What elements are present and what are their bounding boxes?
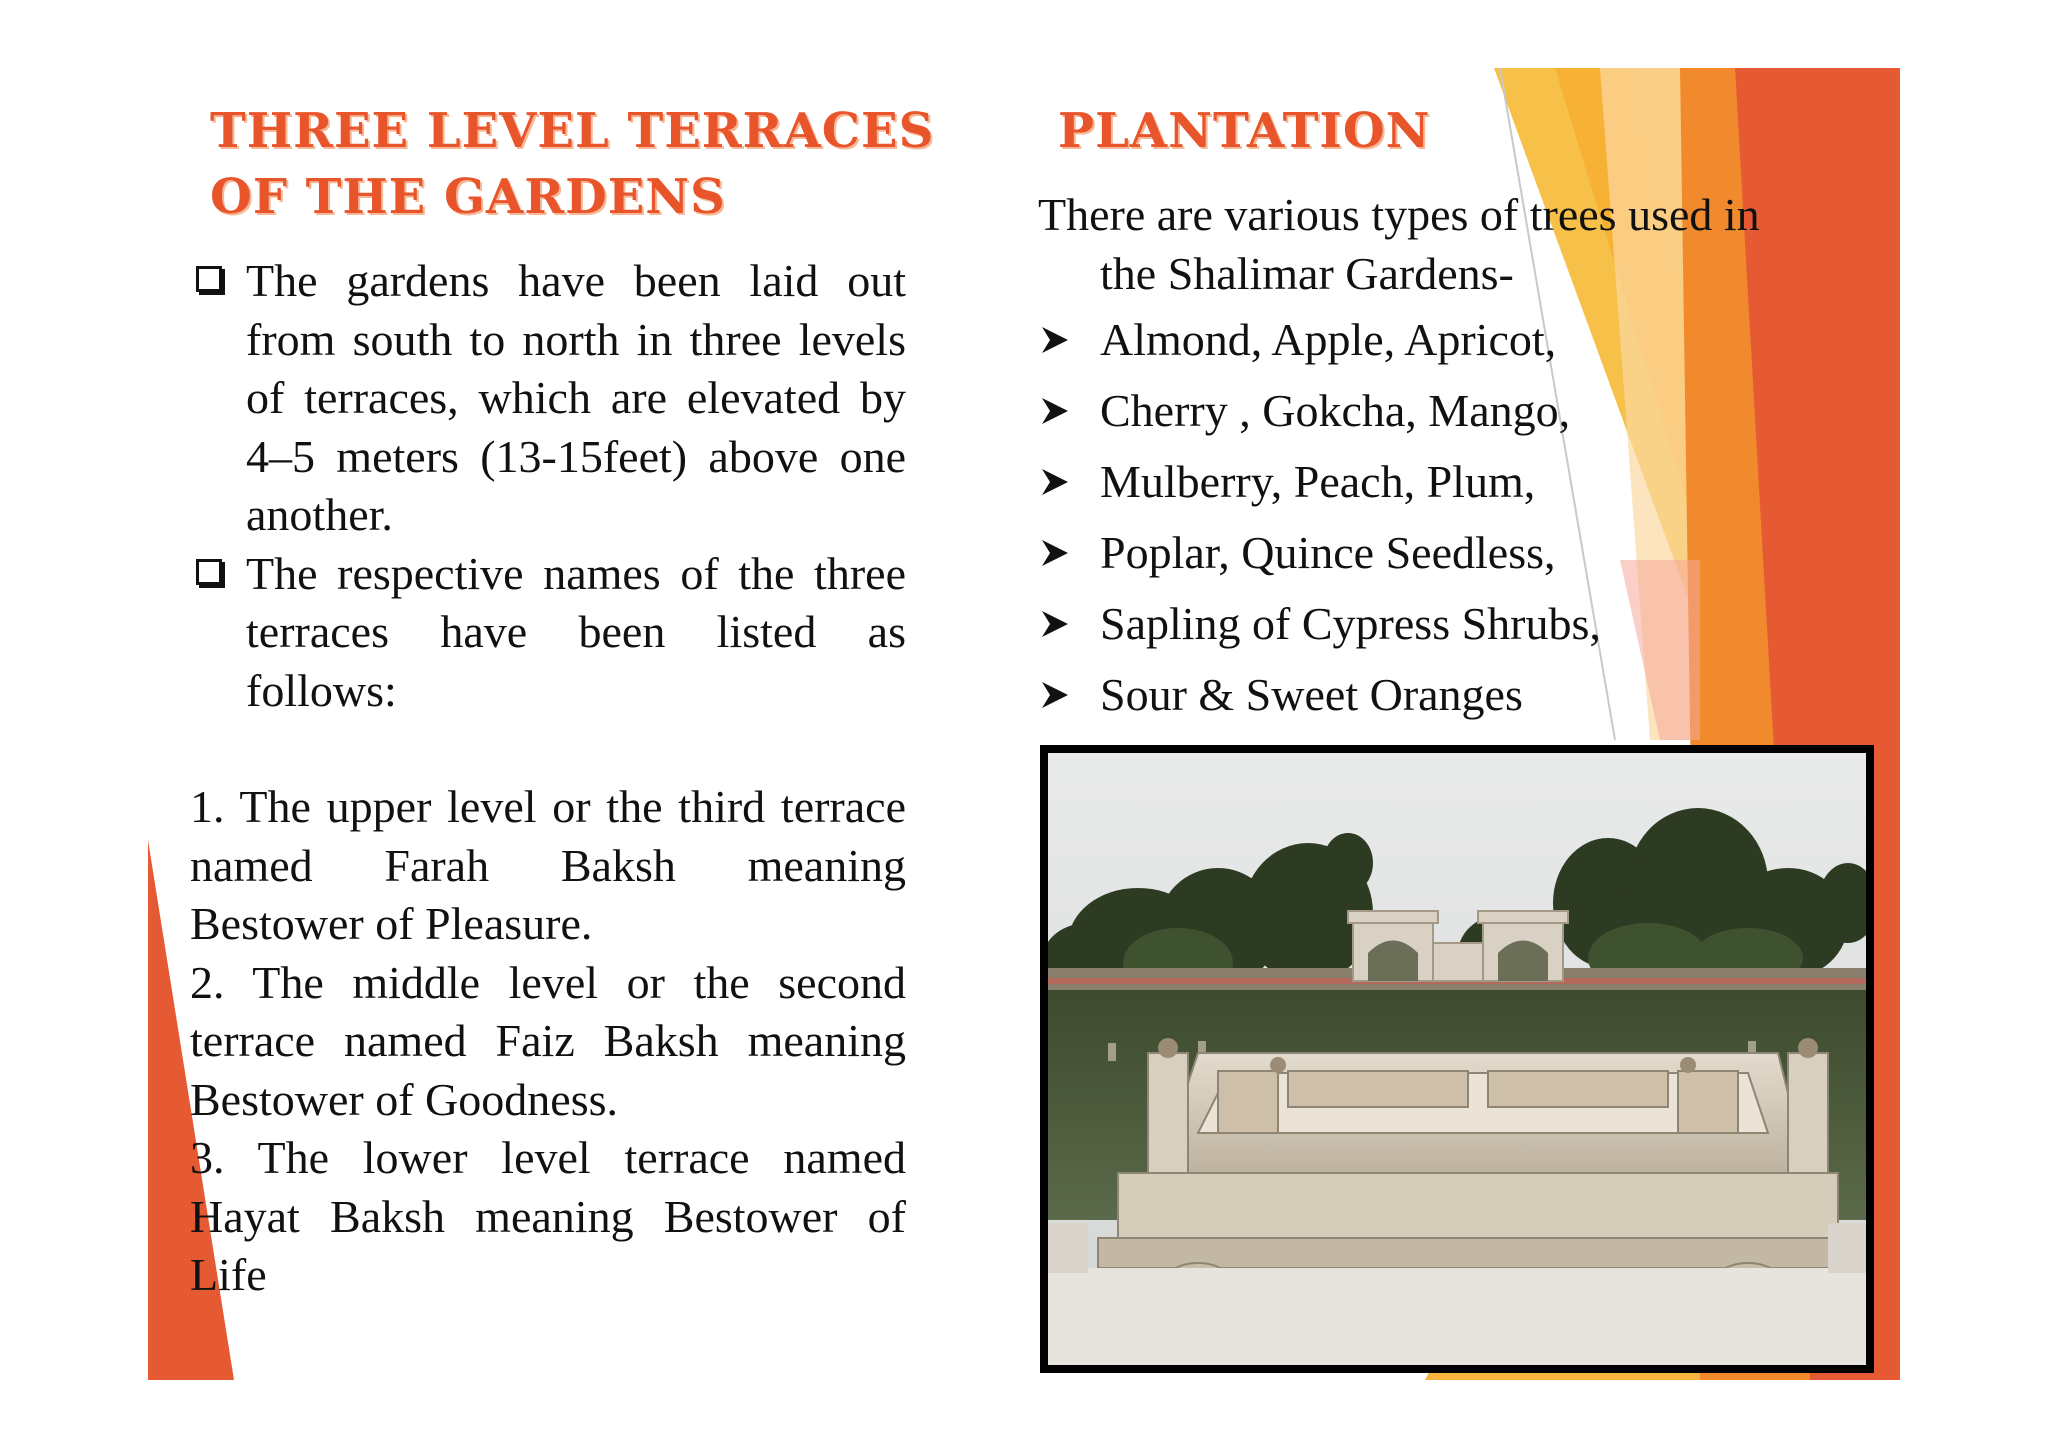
terrace-level-item: 3. The lower level terrace named Hayat Baksh meaning Bestower of Life bbox=[190, 1132, 906, 1300]
tree-list-item bbox=[1038, 666, 1798, 737]
terraces-heading-line1: THREE LEVEL TERRACES bbox=[210, 103, 935, 159]
terrace-levels-list bbox=[190, 778, 906, 1305]
bullet-text: The gardens have been laid out from south to north in three levels of terraces, which are elevated by 4–5 meters (13-15feet) above one another. bbox=[246, 255, 906, 540]
arrowhead-icon bbox=[1040, 467, 1070, 497]
terrace-bullet-list bbox=[192, 252, 906, 720]
checkbox-square-icon bbox=[196, 559, 222, 585]
tree-list-item bbox=[1038, 524, 1798, 595]
garden-photo-image bbox=[1048, 753, 1866, 1365]
arrowhead-icon bbox=[1040, 538, 1070, 568]
tree-list-item bbox=[1038, 453, 1798, 524]
tree-name: Mulberry, Peach, Plum, bbox=[1100, 456, 1536, 507]
arrowhead-icon bbox=[1040, 325, 1070, 355]
tree-name: Sapling of Cypress Shrubs, bbox=[1100, 598, 1601, 649]
tree-name: Almond, Apple, Apricot, bbox=[1100, 314, 1557, 365]
plantation-heading: PLANTATION bbox=[1058, 103, 1431, 159]
bullet-item bbox=[192, 252, 906, 545]
tree-name: Cherry , Gokcha, Mango, bbox=[1100, 385, 1571, 436]
tree-name: Sour & Sweet Oranges bbox=[1100, 669, 1523, 720]
terrace-level-item: 2. The middle level or the second terrace named Faiz Baksh meaning Bestower of Goodness. bbox=[190, 956, 906, 1125]
tree-list-item bbox=[1038, 311, 1798, 382]
terrace-level-item: 1. The upper level or the third terrace named Farah Baksh meaning Bestower of Pleasure. bbox=[190, 781, 906, 949]
terraces-heading-line2: OF THE GARDENS bbox=[210, 169, 726, 225]
checkbox-square-icon bbox=[196, 266, 222, 292]
plantation-intro bbox=[1038, 186, 1818, 303]
tree-list-item bbox=[1038, 595, 1798, 666]
arrowhead-icon bbox=[1040, 396, 1070, 426]
plantation-intro-line2: the Shalimar Gardens- bbox=[1100, 247, 1514, 299]
arrowhead-icon bbox=[1040, 680, 1070, 710]
plantation-intro-line1: There are various types of trees used in bbox=[1038, 189, 1760, 240]
bullet-item bbox=[192, 545, 906, 721]
tree-list-item bbox=[1038, 382, 1798, 453]
terraces-heading bbox=[210, 98, 935, 230]
arrowhead-icon bbox=[1040, 609, 1070, 639]
tree-list bbox=[1038, 311, 1798, 737]
garden-photo bbox=[1040, 745, 1874, 1373]
bullet-text: The respective names of the three terraces have been listed as follows: bbox=[246, 547, 906, 716]
tree-name: Poplar, Quince Seedless, bbox=[1100, 527, 1556, 578]
